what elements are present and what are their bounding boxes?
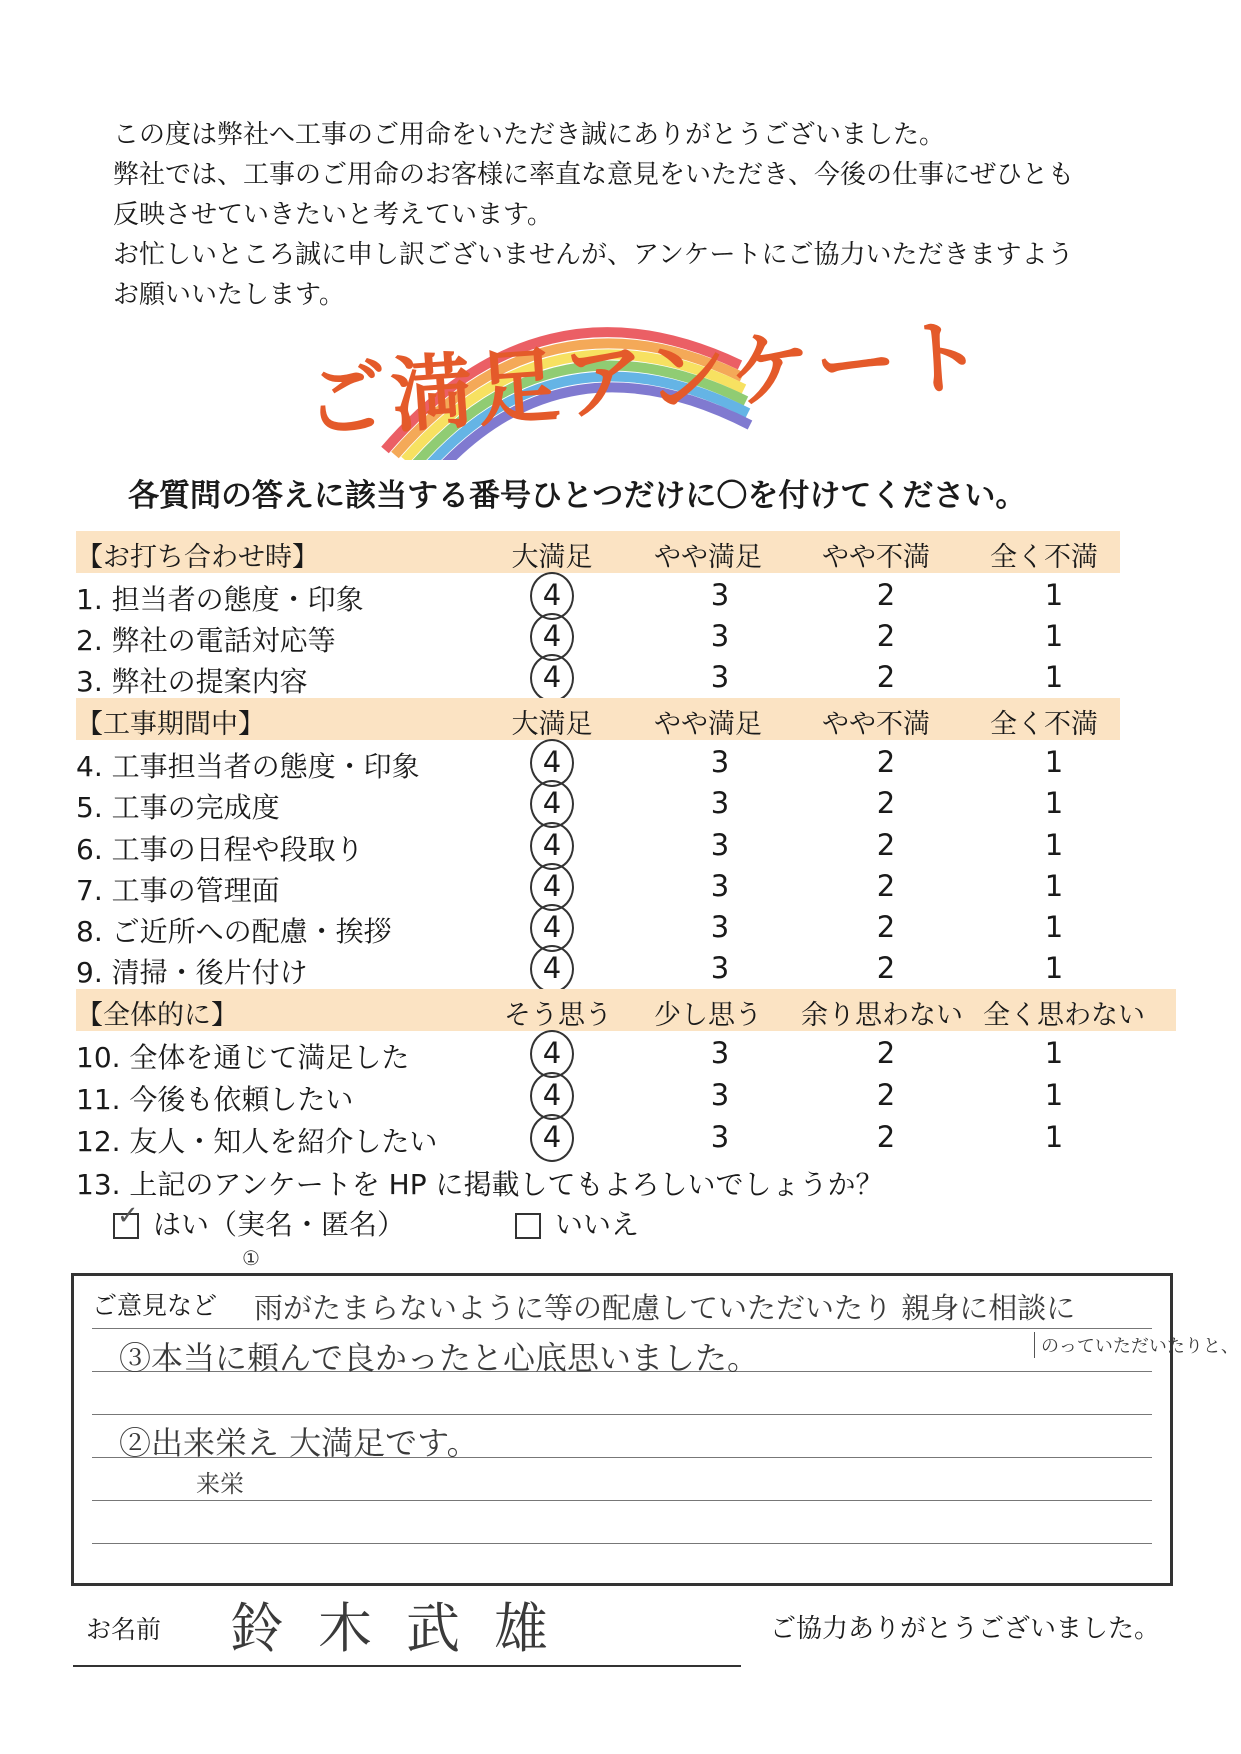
score-option[interactable]: 4	[542, 869, 562, 903]
score-option[interactable]: 1	[1044, 828, 1064, 862]
instruction: 各質問の答えに該当する番号ひとつだけに〇を付けてください。	[128, 478, 1027, 514]
column-header: やや満足	[654, 709, 762, 740]
score-option[interactable]: 3	[710, 869, 730, 903]
question-label: 4. 工事担当者の態度・印象	[76, 750, 420, 783]
question-row	[76, 741, 1176, 783]
score-option[interactable]: 4	[542, 828, 562, 862]
question-row	[76, 824, 1176, 866]
question-label: 3. 弊社の提案内容	[76, 665, 308, 698]
score-option[interactable]: 4	[542, 1036, 562, 1070]
score-option[interactable]: 2	[876, 619, 896, 653]
intro-line: お願いいたします。	[113, 280, 345, 310]
name-value[interactable]: 鈴木武雄	[230, 1597, 582, 1660]
question-row	[76, 1074, 1176, 1116]
question-row	[76, 947, 1176, 989]
intro-line: 弊社では、工事のご用命のお客様に率直な意見をいただき、今後の仕事にぜひとも	[113, 160, 1074, 190]
column-header: 全く思わない	[983, 1000, 1145, 1031]
name-underline	[73, 1665, 741, 1667]
question-row	[76, 656, 1176, 698]
yes-label: はい（実名・匿名）	[153, 1208, 406, 1241]
handwritten-comment-line2: ③本当に頼んで良かったと心底思いました。	[119, 1339, 760, 1377]
ruled-line	[92, 1328, 1152, 1329]
intro-line: この度は弊社へ工事のご用命をいただき誠にありがとうございました。	[113, 120, 946, 150]
score-option[interactable]: 3	[710, 745, 730, 779]
column-header: 全く不満	[990, 709, 1098, 740]
score-option[interactable]: 1	[1044, 1036, 1064, 1070]
question-label: 11. 今後も依頼したい	[76, 1083, 354, 1116]
handwritten-comment-line3: ②出来栄え 大満足です。	[119, 1424, 479, 1462]
score-option[interactable]: 2	[876, 745, 896, 779]
column-header: 大満足	[511, 709, 593, 740]
no-label: いいえ	[555, 1208, 640, 1241]
intro-line: 反映させていきたいと考えています。	[113, 200, 553, 230]
score-option[interactable]: 1	[1044, 1078, 1064, 1112]
column-header: やや不満	[822, 709, 930, 740]
score-option[interactable]: 3	[710, 786, 730, 820]
score-option[interactable]: 3	[710, 828, 730, 862]
question-label: 8. ご近所への配慮・挨拶	[76, 915, 392, 948]
section-title: 【全体的に】	[76, 1000, 238, 1031]
question-label: 7. 工事の管理面	[76, 874, 280, 907]
score-option[interactable]: 3	[710, 660, 730, 694]
section-header-overall	[76, 989, 1176, 1031]
ruled-line	[92, 1500, 1152, 1501]
column-header: 全く不満	[990, 542, 1098, 573]
option-no[interactable]	[515, 1203, 639, 1243]
question-label: 2. 弊社の電話対応等	[76, 624, 336, 657]
score-option[interactable]: 2	[876, 1120, 896, 1154]
score-option[interactable]: 3	[710, 1036, 730, 1070]
score-option[interactable]: 2	[876, 869, 896, 903]
score-option[interactable]: 4	[542, 951, 562, 985]
no-checkbox[interactable]	[515, 1213, 541, 1239]
score-option[interactable]: 3	[710, 951, 730, 985]
thanks-message: ご協力ありがとうございました。	[770, 1614, 1161, 1644]
handwritten-correction: 来栄	[196, 1470, 244, 1498]
handwritten-comment-line1: 雨がたまらないように等の配慮していただいたり 親身に相談に	[254, 1291, 1076, 1325]
question-label: 12. 友人・知人を紹介したい	[76, 1125, 438, 1158]
score-option[interactable]: 4	[542, 619, 562, 653]
section-title: 【お打ち合わせ時】	[76, 542, 319, 573]
score-option[interactable]: 2	[876, 1078, 896, 1112]
question-row	[76, 865, 1176, 907]
score-option[interactable]: 2	[876, 578, 896, 612]
survey-title-banner	[290, 290, 991, 460]
intro-text	[113, 115, 1133, 315]
score-option[interactable]: 1	[1044, 619, 1064, 653]
opinion-box[interactable]	[71, 1246, 1239, 1586]
column-header: 大満足	[511, 542, 593, 573]
question-label: 5. 工事の完成度	[76, 791, 280, 824]
handwritten-marker: ①	[242, 1246, 260, 1270]
ruled-line	[92, 1543, 1152, 1544]
score-option[interactable]: 1	[1044, 745, 1064, 779]
score-option[interactable]: 2	[876, 660, 896, 694]
score-option[interactable]: 4	[542, 578, 562, 612]
score-option[interactable]: 4	[542, 660, 562, 694]
score-option[interactable]: 4	[542, 745, 562, 779]
score-option[interactable]: 1	[1044, 1120, 1064, 1154]
column-header: 余り思わない	[801, 1000, 963, 1031]
score-option[interactable]: 3	[710, 1078, 730, 1112]
column-header: やや満足	[654, 542, 762, 573]
score-option[interactable]: 1	[1044, 786, 1064, 820]
score-option[interactable]: 2	[876, 951, 896, 985]
score-option[interactable]: 1	[1044, 578, 1064, 612]
score-option[interactable]: 4	[542, 1120, 562, 1154]
score-option[interactable]: 1	[1044, 660, 1064, 694]
score-option[interactable]: 4	[542, 786, 562, 820]
score-option[interactable]: 3	[710, 578, 730, 612]
column-header: そう思う	[504, 1000, 612, 1031]
score-option[interactable]: 4	[542, 1078, 562, 1112]
score-option[interactable]: 2	[876, 910, 896, 944]
question-row	[76, 782, 1176, 824]
score-option[interactable]: 1	[1044, 910, 1064, 944]
question-label: 6. 工事の日程や段取り	[76, 833, 364, 866]
column-header: 少し思う	[654, 1000, 762, 1031]
question-label: 9. 清掃・後片付け	[76, 956, 308, 989]
question-row	[76, 1032, 1176, 1074]
question-row	[76, 1116, 1176, 1158]
opinion-label: ご意見など	[92, 1291, 218, 1320]
section-header-meeting	[76, 531, 1120, 573]
section-title: 【工事期間中】	[76, 709, 265, 740]
score-option[interactable]: 2	[876, 828, 896, 862]
score-option[interactable]: 1	[1044, 869, 1064, 903]
survey-title: ご満足アンケート	[302, 308, 991, 451]
score-option[interactable]: 2	[876, 786, 896, 820]
column-header: やや不満	[822, 542, 930, 573]
score-option[interactable]: 1	[1044, 951, 1064, 985]
question-row	[76, 615, 1176, 657]
question-row	[76, 906, 1176, 948]
score-option[interactable]: 3	[710, 619, 730, 653]
option-yes[interactable]	[113, 1203, 405, 1243]
handwritten-comment-tail: のっていただいたりと、	[1034, 1332, 1239, 1358]
score-option[interactable]: 3	[710, 910, 730, 944]
score-option[interactable]: 2	[876, 1036, 896, 1070]
question-13-label: 13. 上記のアンケートを HP に掲載してもよろしいでしょうか？	[76, 1168, 884, 1201]
ruled-line	[92, 1414, 1152, 1415]
question-row	[76, 574, 1176, 616]
question-label: 1. 担当者の態度・印象	[76, 583, 364, 616]
name-label: お名前	[86, 1615, 162, 1644]
score-option[interactable]: 4	[542, 910, 562, 944]
section-header-construction	[76, 698, 1120, 740]
question-label: 10. 全体を通じて満足した	[76, 1041, 410, 1074]
intro-line: お忙しいところ誠に申し訳ございませんが、アンケートにご協力いただきますよう	[113, 240, 1074, 270]
score-option[interactable]: 3	[710, 1120, 730, 1154]
check-mark-icon: ✓	[117, 1201, 139, 1231]
yes-checkbox[interactable]	[113, 1201, 139, 1239]
